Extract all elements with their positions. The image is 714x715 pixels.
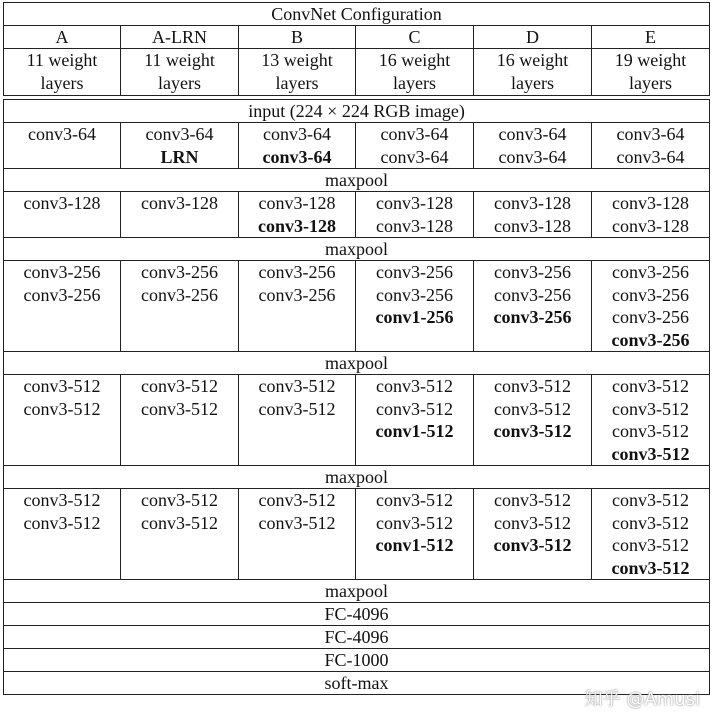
maxpool-label: maxpool [4, 169, 710, 192]
conv-block-cell [592, 489, 710, 580]
layer-entry: conv3-256 [612, 284, 689, 305]
conv-block-cell [239, 375, 356, 466]
maxpool-label-row [4, 238, 710, 261]
layer-entry: conv3-512 [23, 490, 101, 510]
conv-block-cell [356, 261, 474, 352]
layer-entry: conv3-64 [263, 124, 331, 144]
layer-entry: conv3-512 [258, 376, 336, 396]
tail-layer: FC-4096 [4, 603, 710, 626]
conv-block-cell [121, 123, 239, 169]
layer-entry: conv3-256 [612, 307, 689, 327]
layer-entry: conv3-512 [612, 376, 689, 396]
layer-entry: conv3-256 [611, 329, 690, 350]
conv-block-cell [239, 192, 356, 238]
layer-entry: conv3-128 [23, 193, 101, 213]
layer-entry: conv3-128 [612, 215, 689, 236]
layer-entry: conv3-512 [376, 376, 453, 396]
layer-entry: conv3-512 [258, 398, 336, 419]
layer-entry: conv3-256 [612, 262, 689, 282]
layer-entry: conv3-512 [494, 512, 571, 533]
column-name: B [239, 26, 356, 49]
layer-entry: conv3-512 [494, 376, 571, 396]
layer-entry: conv3-128 [258, 215, 336, 236]
conv-block-cell [121, 375, 239, 466]
layer-entry: conv3-512 [258, 490, 336, 510]
layer-entry: conv3-64 [380, 124, 449, 144]
layer-entry: conv3-512 [141, 490, 218, 510]
layer-entry: conv3-256 [23, 262, 101, 282]
layer-entry: conv3-512 [376, 512, 453, 533]
maxpool-label: maxpool [4, 238, 710, 261]
conv-block-cell [4, 192, 121, 238]
layer-entry: conv3-512 [612, 398, 689, 419]
conv-block-row [4, 375, 710, 466]
table-title: ConvNet Configuration [4, 3, 710, 26]
conv-block-cell [474, 192, 592, 238]
layer-entry: conv3-512 [494, 490, 571, 510]
tail-layer-row [4, 626, 710, 649]
layer-entry: conv3-512 [493, 535, 572, 555]
conv-block-cell [239, 261, 356, 352]
input-label-row [4, 100, 710, 123]
conv-block-row [4, 192, 710, 238]
column-name: A [4, 26, 121, 49]
column-name: E [592, 26, 710, 49]
layer-entry: conv1-512 [375, 421, 454, 441]
table-title-row [4, 3, 710, 26]
conv-block-cell [4, 123, 121, 169]
conv-block-row [4, 489, 710, 580]
depth-line: layers [393, 73, 436, 93]
layer-entry: conv3-256 [141, 284, 218, 305]
layer-entry: conv3-256 [493, 307, 572, 327]
column-depth [474, 49, 592, 96]
layer-entry: conv3-64 [28, 124, 96, 144]
layer-entry: LRN [160, 146, 199, 167]
depth-line: 19 weight [614, 50, 687, 70]
column-name: C [356, 26, 474, 49]
depth-line: layers [511, 73, 554, 93]
depth-line: layers [629, 73, 672, 93]
conv-block-cell [239, 489, 356, 580]
layer-entry: conv3-128 [141, 193, 218, 213]
column-name-row [4, 26, 710, 49]
layer-entry: conv3-128 [494, 215, 571, 236]
conv-block-cell [356, 192, 474, 238]
tail-layer-row [4, 603, 710, 626]
column-name: D [474, 26, 592, 49]
depth-line: 16 weight [378, 50, 451, 70]
layer-entry: conv1-512 [375, 535, 454, 555]
layer-entry: conv3-512 [376, 398, 453, 419]
layer-entry: conv3-512 [493, 421, 572, 441]
layer-entry: conv3-128 [494, 193, 571, 213]
layer-entry: conv3-512 [611, 443, 690, 464]
conv-block-cell [592, 192, 710, 238]
layer-entry: conv3-512 [141, 512, 218, 533]
layer-entry: conv3-512 [612, 490, 689, 510]
conv-block-cell [474, 261, 592, 352]
layer-entry: conv3-64 [616, 124, 685, 144]
tail-layer: FC-4096 [4, 626, 710, 649]
depth-line: 11 weight [144, 50, 215, 70]
tail-layer: maxpool [4, 580, 710, 603]
conv-block-cell [4, 375, 121, 466]
column-depth [4, 49, 121, 96]
layer-entry: conv3-128 [612, 193, 689, 213]
depth-line: 13 weight [261, 50, 333, 70]
column-depth-row [4, 49, 710, 96]
layer-entry: conv3-512 [23, 512, 101, 533]
layer-entry: conv3-256 [258, 262, 336, 282]
layer-entry: conv3-512 [376, 490, 453, 510]
layer-entry: conv3-64 [616, 146, 685, 167]
layer-entry: conv3-512 [141, 398, 218, 419]
depth-line: layers [275, 73, 319, 93]
depth-line: layers [40, 73, 84, 93]
depth-line: 11 weight [26, 50, 98, 70]
layer-entry: conv3-256 [494, 262, 571, 282]
conv-block-cell [592, 375, 710, 466]
layer-entry: conv3-64 [145, 124, 214, 144]
tail-layer-row [4, 580, 710, 603]
depth-line: 16 weight [496, 50, 569, 70]
layer-entry: conv3-256 [141, 262, 218, 282]
layer-entry: conv3-128 [258, 193, 336, 213]
column-depth [356, 49, 474, 96]
layer-entry: conv3-256 [258, 284, 336, 305]
layer-entry: conv3-256 [23, 284, 101, 305]
conv-block-cell [356, 375, 474, 466]
layer-entry: conv3-512 [612, 421, 689, 441]
conv-block-row [4, 123, 710, 169]
maxpool-label: maxpool [4, 466, 710, 489]
column-depth [121, 49, 239, 96]
maxpool-label-row [4, 352, 710, 375]
conv-block-cell [474, 489, 592, 580]
conv-block-cell [474, 123, 592, 169]
layer-entry: conv3-512 [23, 398, 101, 419]
conv-block-cell [592, 123, 710, 169]
layer-entry: conv3-512 [612, 535, 689, 555]
conv-block-cell [239, 123, 356, 169]
layer-entry: conv3-256 [376, 284, 453, 305]
layer-entry: conv3-512 [258, 512, 336, 533]
depth-line: layers [158, 73, 201, 93]
conv-block-cell [4, 489, 121, 580]
layer-entry: conv3-512 [612, 512, 689, 533]
conv-block-cell [121, 489, 239, 580]
input-label: input (224 × 224 RGB image) [4, 100, 710, 123]
tail-layer: FC-1000 [4, 649, 710, 672]
watermark: 知乎 @Amusi [584, 689, 700, 710]
conv-block-cell [474, 375, 592, 466]
conv-block-cell [356, 123, 474, 169]
layer-entry: conv3-64 [498, 124, 567, 144]
layer-entry: conv3-128 [376, 215, 453, 236]
layer-entry: conv3-512 [141, 376, 218, 396]
tail-layer-row [4, 649, 710, 672]
layer-entry: conv3-64 [498, 146, 567, 167]
layer-entry: conv3-64 [262, 146, 332, 167]
column-name: A-LRN [121, 26, 239, 49]
maxpool-label-row [4, 169, 710, 192]
layer-entry: conv3-256 [494, 284, 571, 305]
column-depth [239, 49, 356, 96]
layer-entry: conv3-512 [23, 376, 101, 396]
layer-entry: conv3-64 [380, 146, 449, 167]
tail-layer: soft-max [4, 672, 710, 695]
conv-block-cell [4, 261, 121, 352]
layer-entry: conv3-256 [376, 262, 453, 282]
conv-block-cell [592, 261, 710, 352]
layer-entry: conv3-128 [376, 193, 453, 213]
conv-block-row [4, 261, 710, 352]
layer-entry: conv1-256 [375, 307, 454, 327]
conv-block-cell [121, 261, 239, 352]
conv-block-cell [356, 489, 474, 580]
maxpool-label-row [4, 466, 710, 489]
layer-entry: conv3-512 [611, 557, 690, 578]
column-depth [592, 49, 710, 96]
layer-entry: conv3-512 [494, 398, 571, 419]
conv-block-cell [121, 192, 239, 238]
maxpool-label: maxpool [4, 352, 710, 375]
convnet-configuration-table [3, 2, 710, 695]
